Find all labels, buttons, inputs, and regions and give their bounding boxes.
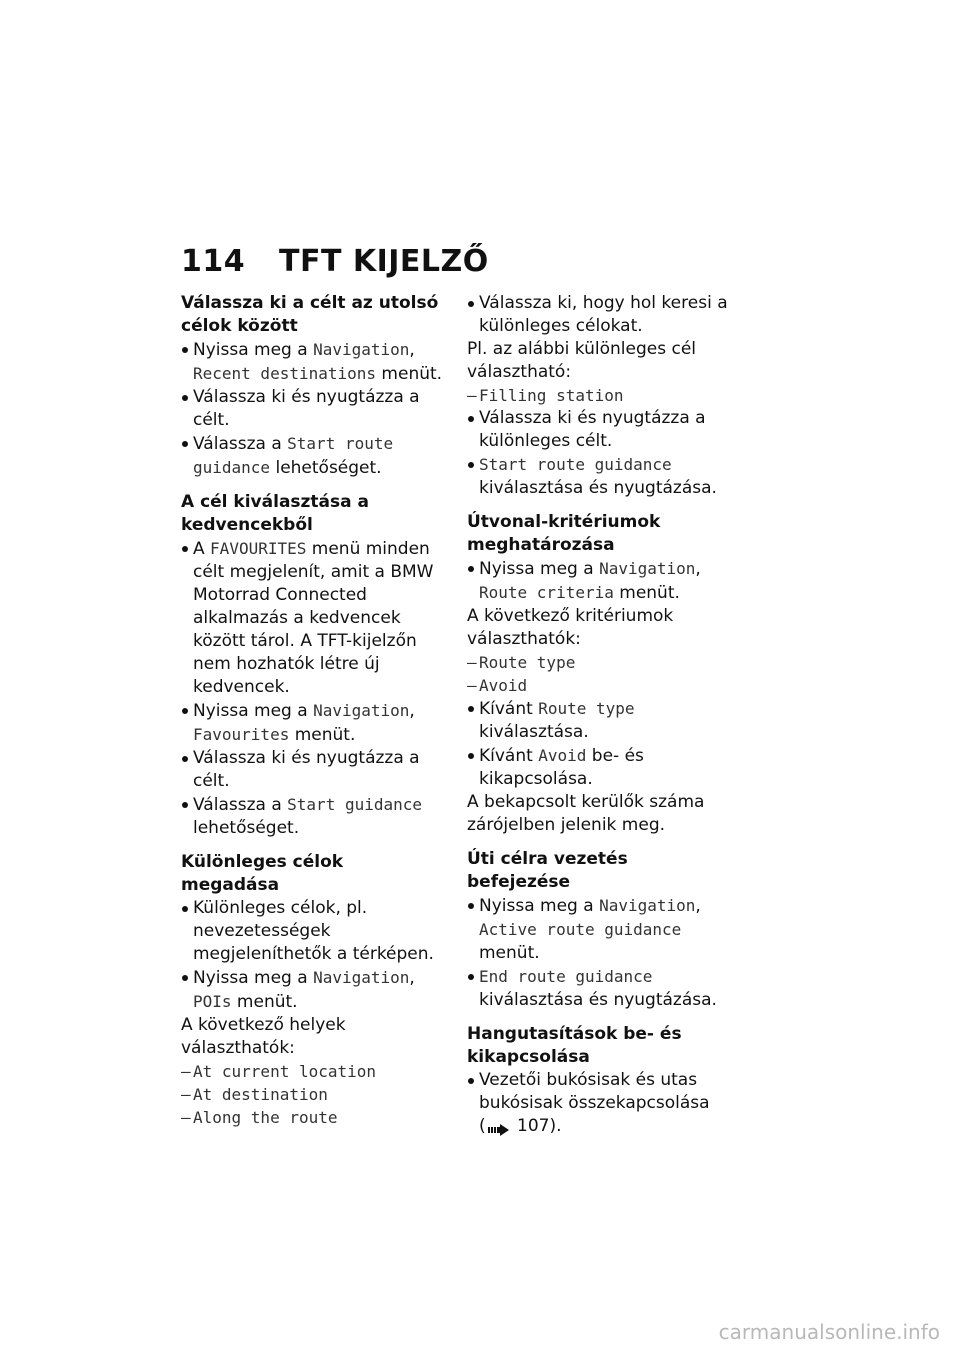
menu-term: Navigation — [599, 559, 696, 578]
list-item — [181, 699, 443, 747]
text: menüt. — [289, 725, 356, 745]
paragraph: A következő kritériumok választhatók: — [467, 606, 674, 649]
text: Nyissa meg a — [193, 968, 314, 988]
text: kiválasztása. — [479, 722, 589, 742]
section-heading: Válassza ki a célt az utolsó célok között — [181, 293, 439, 336]
section-end-route-guidance — [467, 848, 729, 1012]
section-special-destinations — [181, 851, 443, 1129]
text: Válassza a — [193, 795, 288, 815]
list-item — [181, 966, 443, 1014]
text: Nyissa meg a — [193, 701, 314, 721]
text: Válassza a — [193, 434, 288, 454]
text: , — [409, 968, 415, 988]
text: menüt. — [613, 583, 680, 603]
list-item — [467, 1069, 729, 1138]
menu-term: POIs — [193, 992, 232, 1011]
dash-item: – Along the route — [181, 1106, 443, 1129]
section-special-continued — [467, 292, 729, 500]
paragraph: Pl. az alábbi különleges cél választható: — [467, 339, 697, 382]
text: , — [409, 340, 415, 360]
menu-term: Navigation — [313, 701, 410, 720]
paragraph: A következő helyek választhatók: — [181, 1015, 346, 1058]
section-heading: A cél kiválasztása a kedvencekből — [181, 492, 370, 535]
section-heading: Úti célra vezetés befejezése — [467, 849, 628, 892]
list-item: Válassza ki és nyugtázza a célt. — [181, 386, 443, 432]
text: A — [193, 539, 211, 559]
text: , — [695, 896, 701, 916]
menu-term: FAVOURITES — [210, 539, 307, 558]
text: menü minden célt megjelenít, amit a BMW Motorrad Connected alkalmazás a kedvencek között tárol. A TFT-kijelzőn nem hozhatók létre új kedvencek. — [193, 539, 434, 697]
list-item: Válassza ki és nyugtázza a különleges célt. — [467, 407, 729, 453]
paragraph: A bekapcsolt kerülők száma zárójelben jelenik meg. — [467, 792, 705, 835]
menu-term: End route guidance — [479, 967, 653, 986]
section-route-criteria — [467, 511, 729, 837]
list-item — [181, 432, 443, 480]
menu-term: Route type — [538, 699, 635, 718]
menu-term: Active route guidance — [479, 920, 682, 939]
list-item — [467, 453, 729, 500]
text: ( — [479, 1116, 486, 1136]
page-reference-link[interactable]: 107). — [511, 1116, 562, 1136]
text: Vezetői bukósisak és utas bukósisak összekapcsolása — [479, 1070, 710, 1113]
text: lehetőséget. — [193, 818, 300, 838]
section-recent-destinations — [181, 292, 443, 480]
text: Kívánt — [479, 746, 539, 766]
text: Nyissa meg a — [479, 896, 600, 916]
left-column — [181, 292, 443, 1140]
menu-term: Navigation — [313, 340, 410, 359]
dash-item: – Avoid — [467, 674, 729, 697]
list-item: Válassza ki és nyugtázza a célt. — [181, 747, 443, 793]
menu-term: Start route guidance — [479, 455, 672, 474]
dash-item: – Filling station — [467, 384, 729, 407]
list-item — [467, 697, 729, 744]
text: Nyissa meg a — [193, 340, 314, 360]
section-favourites — [181, 491, 443, 840]
menu-term: Recent destinations — [193, 364, 377, 383]
section-heading: Különleges célok megadása — [181, 852, 344, 895]
section-heading: Útvonal-kritériumok meghatározása — [467, 512, 661, 555]
menu-term: Avoid — [538, 746, 587, 765]
watermark: carmanualsonline.info — [718, 1320, 940, 1344]
menu-term: Start guidance — [287, 795, 423, 814]
page-number: 114 — [181, 244, 246, 279]
list-item — [467, 965, 729, 1012]
text: Kívánt — [479, 699, 539, 719]
text: be- és kikapcsolása. — [479, 746, 644, 789]
text: menüt. — [376, 364, 443, 384]
menu-term: Route criteria — [479, 583, 614, 602]
dash-item: – At current location — [181, 1060, 443, 1083]
section-voice-commands — [467, 1023, 729, 1138]
text: , — [695, 559, 701, 579]
dash-item: – Route type — [467, 651, 729, 674]
text: , — [409, 701, 415, 721]
chapter-title: TFT KIJELZŐ — [279, 244, 489, 279]
arrow-right-icon — [488, 1120, 510, 1132]
text: Nyissa meg a — [479, 559, 600, 579]
text: menüt. — [479, 943, 540, 963]
menu-term: Navigation — [313, 968, 410, 987]
menu-term: Navigation — [599, 896, 696, 915]
text: menüt. — [231, 992, 298, 1012]
section-heading: Hangutasítások be- és kikapcsolása — [467, 1024, 682, 1067]
menu-term: Favourites — [193, 725, 290, 744]
page-header — [181, 244, 489, 279]
right-column — [467, 292, 729, 1149]
list-item — [467, 894, 729, 965]
list-item — [467, 557, 729, 605]
list-item — [181, 338, 443, 386]
list-item — [467, 744, 729, 791]
text: kiválasztása és nyugtázása. — [479, 990, 717, 1010]
list-item: Válassza ki, hogy hol keresi a különleges célokat. — [467, 292, 729, 338]
list-item — [181, 793, 443, 840]
dash-item: – At destination — [181, 1083, 443, 1106]
list-item — [181, 537, 443, 699]
text: lehetőséget. — [270, 458, 382, 478]
menu-term: Start route guidance — [193, 434, 394, 477]
text: kiválasztása és nyugtázása. — [479, 478, 717, 498]
list-item: Különleges célok, pl. nevezetességek megjeleníthetők a térképen. — [181, 897, 443, 966]
